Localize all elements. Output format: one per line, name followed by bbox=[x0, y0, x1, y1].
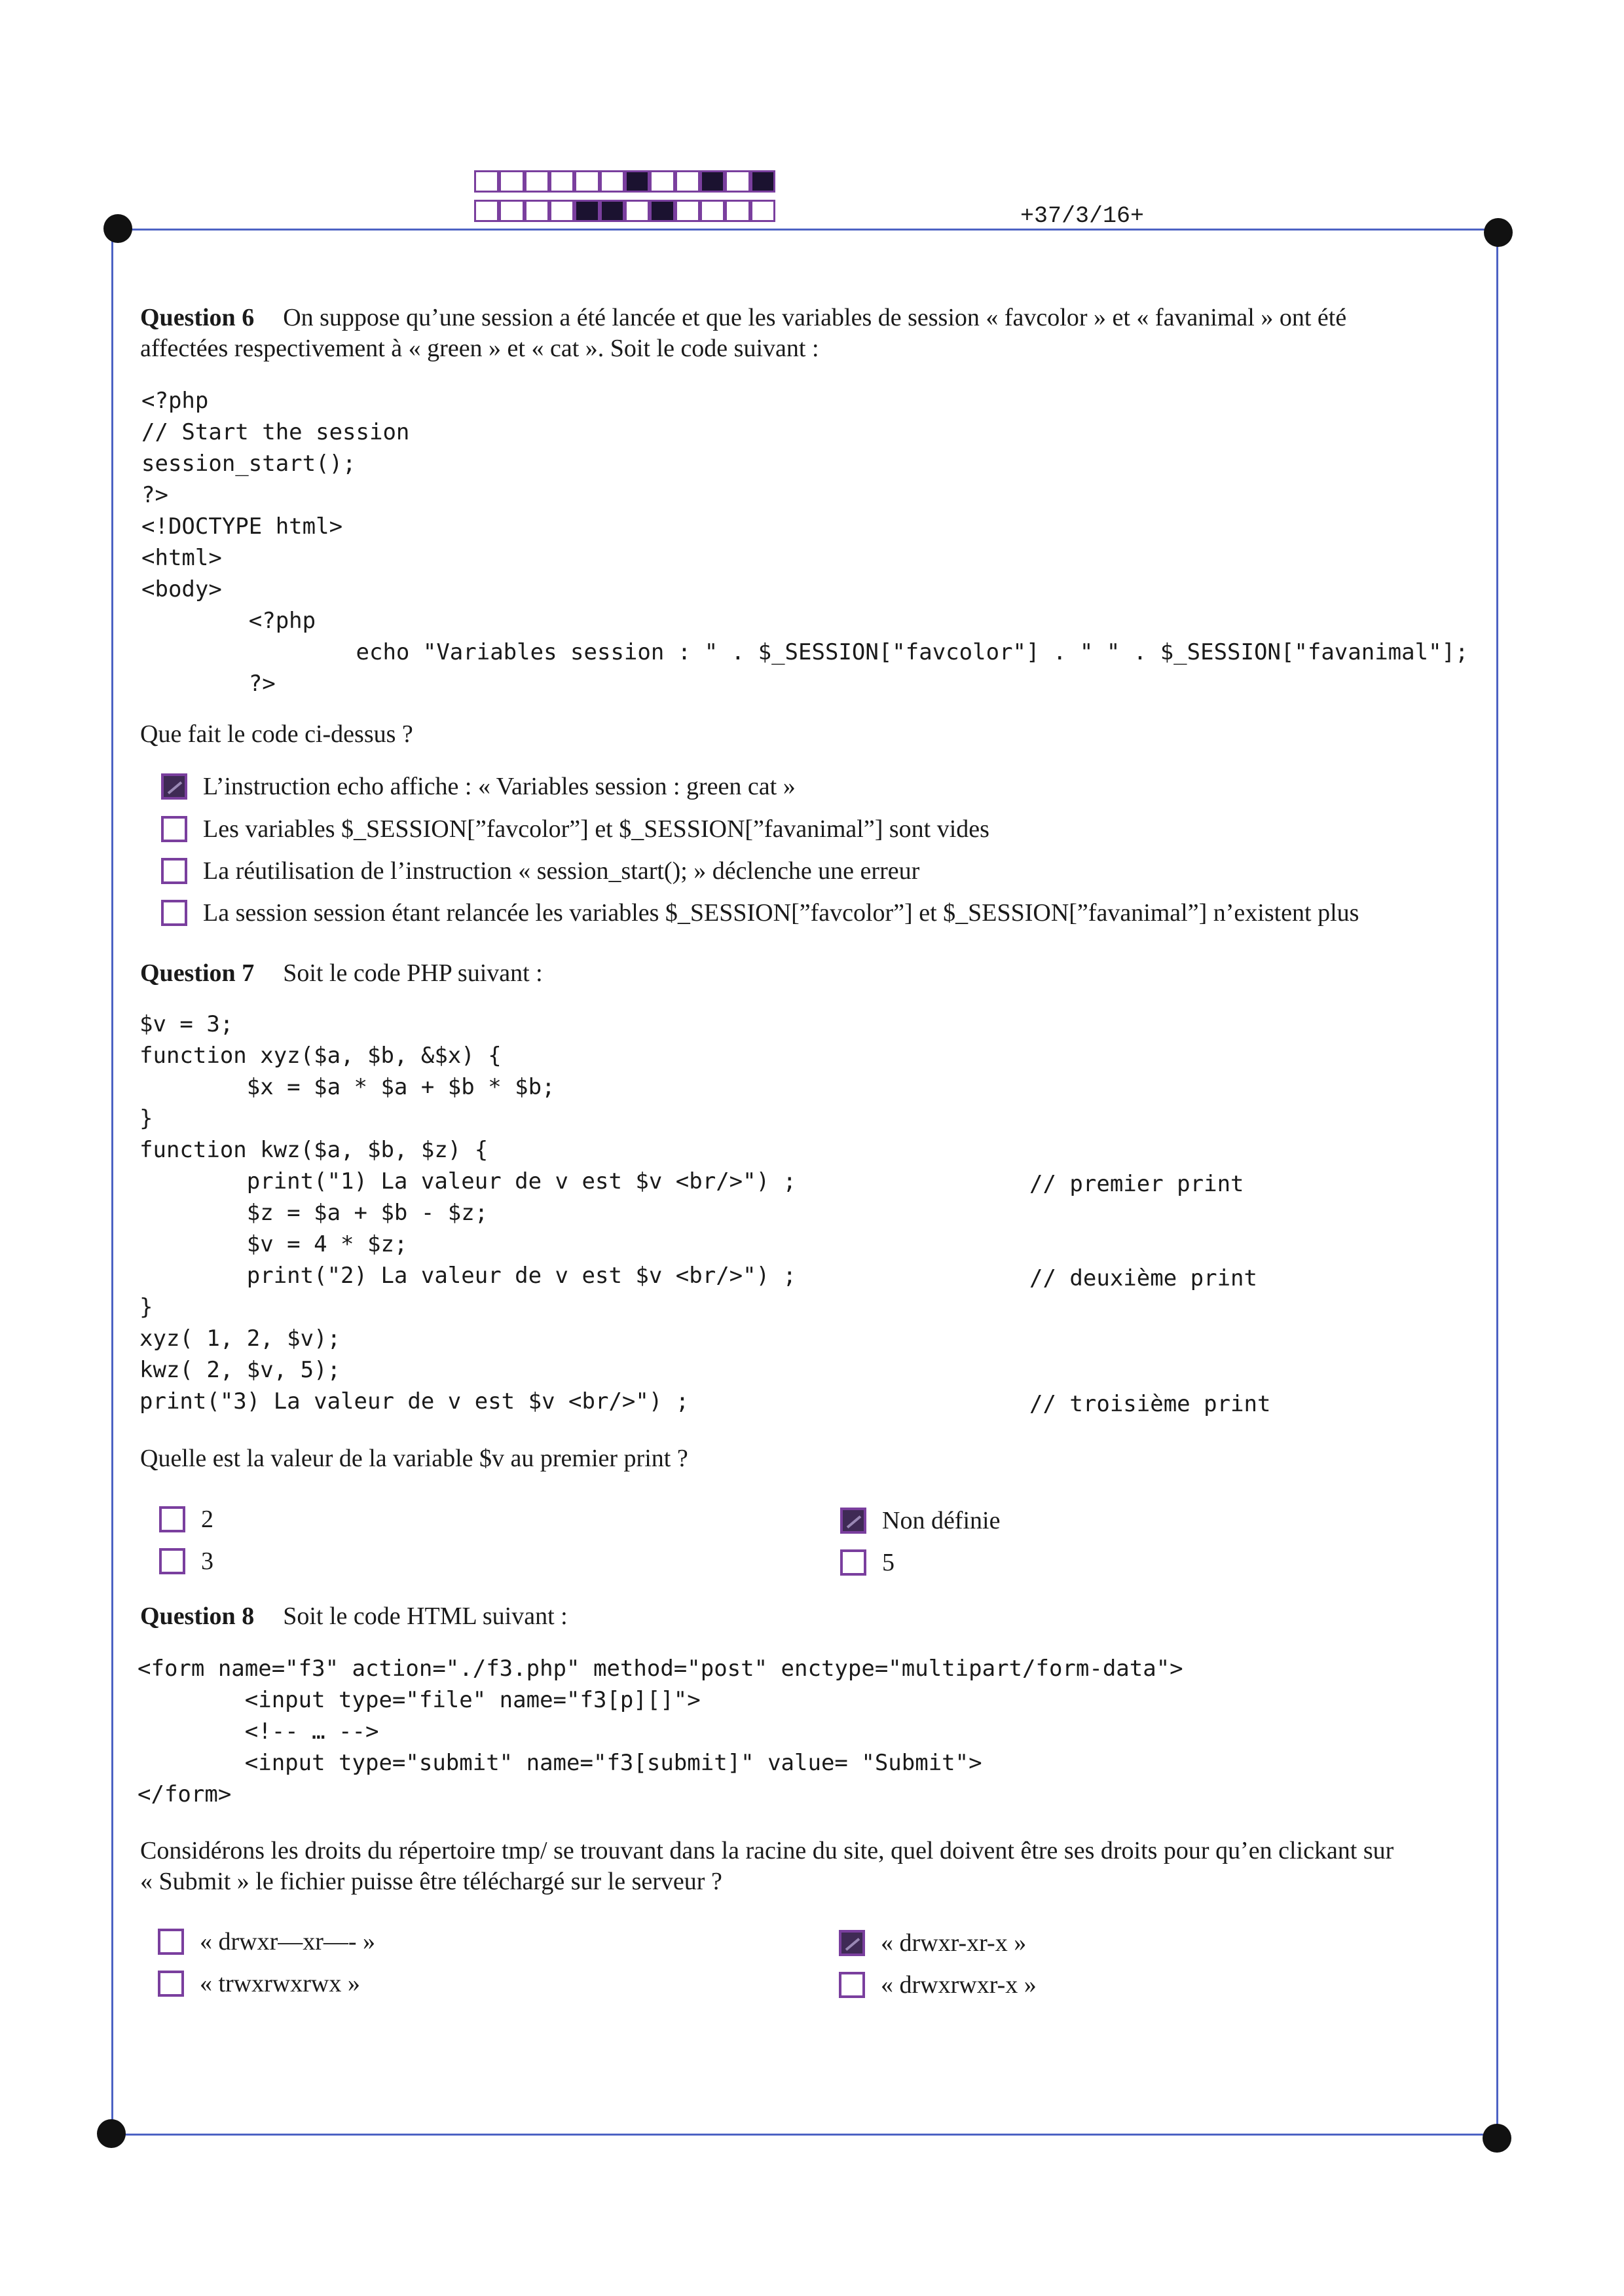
q8-answer-3[interactable] bbox=[839, 1929, 1026, 1957]
q8-answer-4-text: « drwxrwxr-x » bbox=[881, 1971, 1037, 1999]
q7-answer-2[interactable] bbox=[159, 1547, 213, 1576]
barcode-cell bbox=[574, 170, 599, 193]
corner-marker-bottom-left bbox=[97, 2119, 126, 2148]
q7-checkbox-4[interactable] bbox=[840, 1549, 866, 1576]
corner-marker-top-left bbox=[103, 214, 132, 243]
barcode-cell bbox=[474, 200, 499, 222]
barcode-cell bbox=[525, 200, 549, 222]
barcode-cell bbox=[549, 200, 574, 222]
q8-checkbox-1[interactable] bbox=[158, 1929, 184, 1955]
question-8-label: Question 8 bbox=[140, 1602, 255, 1630]
q7-answer-1-text: 2 bbox=[201, 1506, 213, 1533]
q6-checkbox-3[interactable] bbox=[161, 858, 187, 884]
barcode-cell bbox=[725, 170, 750, 193]
q7-checkbox-3[interactable] bbox=[840, 1508, 866, 1534]
question-8-prompt-line2: « Submit » le fichier puisse être téléchargé sur le serveur ? bbox=[140, 1868, 722, 1895]
comment-premier-print: // premier print bbox=[1029, 1171, 1244, 1197]
q8-answer-1[interactable] bbox=[158, 1927, 375, 1956]
q7-answer-4[interactable] bbox=[840, 1548, 895, 1577]
barcode-cell bbox=[549, 170, 574, 193]
comment-troisieme-print: // troisième print bbox=[1029, 1391, 1271, 1417]
q6-answer-1[interactable] bbox=[161, 772, 796, 801]
q8-answer-3-text: « drwxr-xr-x » bbox=[881, 1929, 1027, 1957]
frame-bottom-line bbox=[111, 2134, 1498, 2136]
barcode-cell bbox=[625, 170, 650, 193]
question-6 bbox=[140, 303, 1489, 364]
q6-answer-3-text: La réutilisation de l’instruction « session_start(); » déclenche une erreur bbox=[203, 857, 920, 885]
barcode-cell bbox=[750, 170, 775, 193]
barcode-cell bbox=[700, 200, 725, 222]
question-7 bbox=[140, 958, 1489, 989]
barcode-cell bbox=[574, 200, 599, 222]
frame-top-line bbox=[111, 229, 1498, 231]
question-6-code: <?php // Start the session session_start(); ?> <!DOCTYPE html> <html> <body> <?php echo "Variables session : " . $_SESSION["favcolor"] . " " . $_SESSION["favanimal"]; ?> bbox=[141, 388, 1469, 697]
question-8 bbox=[140, 1601, 1489, 1632]
barcode-cell bbox=[525, 170, 549, 193]
question-7-code: $v = 3; function xyz($a, $b, &$x) { $x = $a * $a + $b * $b; } function kwz($a, $b, $z) { print("1) La valeur de v est $v <br/>") ; $z = $a + $b - $z; $v = 4 * $z; print("2) La valeur de v est $v <br/>") ; } xyz( 1, 2, $v); kwz( 2, $v, 5); print("3) La valeur de v est $v <br/>") ; bbox=[139, 1011, 797, 1415]
barcode-cell bbox=[650, 200, 674, 222]
barcode-cell bbox=[625, 200, 650, 222]
corner-marker-bottom-right bbox=[1483, 2124, 1511, 2153]
barcode-cell bbox=[474, 170, 499, 193]
q8-answer-1-text: « drwxr—xr—- » bbox=[200, 1928, 376, 1955]
q7-checkbox-2[interactable] bbox=[159, 1548, 185, 1574]
barcode-cell bbox=[499, 170, 524, 193]
frame-left-line bbox=[111, 229, 113, 2136]
q8-checkbox-4[interactable] bbox=[839, 1972, 865, 1998]
q7-answer-3[interactable] bbox=[840, 1506, 1000, 1535]
barcode-cell bbox=[650, 170, 674, 193]
barcode-cell bbox=[675, 170, 700, 193]
q6-answer-2-text: Les variables $_SESSION[”favcolor”] et $_SESSION[”favanimal”] sont vides bbox=[203, 815, 989, 843]
barcode-row-2 bbox=[474, 200, 775, 222]
q8-answer-4[interactable] bbox=[839, 1971, 1037, 1999]
question-8-prompt bbox=[140, 1836, 1489, 1897]
barcode-cell bbox=[600, 200, 625, 222]
q6-checkbox-2[interactable] bbox=[161, 816, 187, 842]
page-id: +37/3/16+ bbox=[1020, 203, 1145, 229]
q6-answer-2[interactable] bbox=[161, 815, 989, 843]
barcode-cell bbox=[675, 200, 700, 222]
barcode-cell bbox=[700, 170, 725, 193]
q7-answer-1[interactable] bbox=[159, 1505, 213, 1534]
q7-checkbox-1[interactable] bbox=[159, 1506, 185, 1532]
barcode-cell bbox=[499, 200, 524, 222]
question-8-prompt-line1: Considérons les droits du répertoire tmp/ se trouvant dans la racine du site, quel doivent être ses droits pour qu’en clickant sur bbox=[140, 1837, 1394, 1864]
q6-checkbox-4[interactable] bbox=[161, 900, 187, 926]
q7-answer-3-text: Non définie bbox=[882, 1507, 1001, 1534]
q7-answer-4-text: 5 bbox=[882, 1549, 895, 1576]
question-7-label: Question 7 bbox=[140, 959, 255, 987]
barcode-cell bbox=[750, 200, 775, 222]
barcode-cell bbox=[725, 200, 750, 222]
q6-answer-4[interactable] bbox=[161, 898, 1359, 927]
q8-checkbox-3[interactable] bbox=[839, 1930, 865, 1956]
barcode-cell bbox=[600, 170, 625, 193]
q6-answer-3[interactable] bbox=[161, 857, 919, 885]
question-8-code: <form name="f3" action="./f3.php" method="post" enctype="multipart/form-data"> <input type="file" name="f3[p][]"> <!-- … --> <input type="submit" name="f3[submit]" value= "Submit"> </form> bbox=[138, 1656, 1183, 1807]
question-6-prompt: Que fait le code ci-dessus ? bbox=[140, 720, 413, 748]
q8-checkbox-2[interactable] bbox=[158, 1971, 184, 1997]
question-6-label: Question 6 bbox=[140, 304, 255, 331]
question-7-prompt: Quelle est la valeur de la variable $v au premier print ? bbox=[140, 1445, 688, 1472]
q7-answer-2-text: 3 bbox=[201, 1547, 213, 1575]
q8-answer-2[interactable] bbox=[158, 1969, 360, 1998]
question-6-text-line2: affectées respectivement à « green » et « cat ». Soit le code suivant : bbox=[140, 335, 819, 362]
frame-right-line bbox=[1496, 229, 1498, 2136]
barcode-row-1 bbox=[474, 170, 775, 193]
q8-answer-2-text: « trwxrwxrwx » bbox=[200, 1970, 360, 1997]
comment-deuxieme-print: // deuxième print bbox=[1029, 1265, 1257, 1291]
q6-answer-1-text: L’instruction echo affiche : « Variables session : green cat » bbox=[203, 773, 796, 800]
corner-marker-top-right bbox=[1484, 218, 1513, 247]
q6-answer-4-text: La session session étant relancée les variables $_SESSION[”favcolor”] et $_SESSION[”favanimal”] n’existent plus bbox=[203, 899, 1359, 927]
q6-checkbox-1[interactable] bbox=[161, 773, 187, 800]
question-6-text-line1: On suppose qu’une session a été lancée et que les variables de session « favcolor » et « favanimal » ont été bbox=[283, 304, 1347, 331]
question-7-text: Soit le code PHP suivant : bbox=[283, 959, 543, 987]
question-8-text: Soit le code HTML suivant : bbox=[283, 1602, 568, 1630]
